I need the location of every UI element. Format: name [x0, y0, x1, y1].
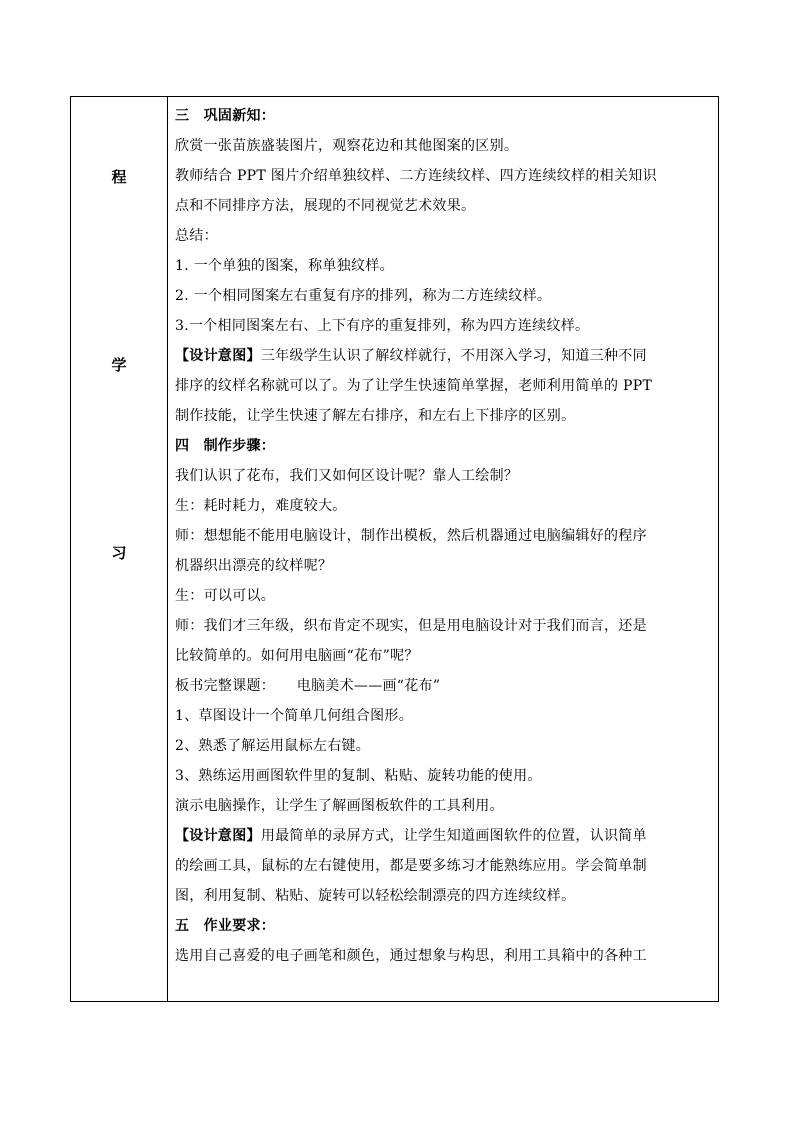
content-line	[175, 281, 707, 311]
content-line	[175, 731, 707, 761]
content-line	[175, 611, 707, 641]
side-label-xue: 学	[111, 356, 127, 374]
content-line	[175, 341, 707, 371]
line-text: 师：我们才三年级，织布肯定不现实，但是用电脑设计对于我们而言，还是	[175, 618, 647, 634]
line-text: 3、熟练运用画图软件里的复制、粘贴、旋转功能的使用。	[175, 768, 542, 784]
content-line	[175, 161, 707, 191]
line-text: 比较简单的。如何用电脑画“花布”呢？	[175, 648, 419, 664]
line-text: 演示电脑操作，让学生了解画图板软件的工具利用。	[175, 798, 504, 814]
content-line	[175, 551, 707, 581]
content-line	[175, 131, 707, 161]
line-text: 的绘画工具，鼠标的左右键使用，都是要多练习才能熟练应用。学会简单制	[175, 858, 647, 874]
line-text: 师：想想能不能用电脑设计，制作出模板，然后机器通过电脑编辑好的程序	[175, 528, 647, 544]
line-text: 板书完整课题： 电脑美术——画“花布”	[175, 678, 441, 694]
content-line	[175, 461, 707, 491]
content-line	[175, 251, 707, 281]
content-line	[175, 881, 707, 911]
line-text: 排序的纹样名称就可以了。为了让学生快速简单掌握，老师利用简单的 PPT	[175, 378, 653, 394]
content-line	[175, 641, 707, 671]
line-text: 三年级学生认识了解纹样就行，不用深入学习，知道三种不同	[260, 348, 647, 364]
line-text: 机器织出漂亮的纹样呢？	[175, 558, 333, 574]
content-line	[175, 821, 707, 851]
line-text: 生：耗时耗力，难度较大。	[175, 498, 347, 514]
content-line	[175, 671, 707, 701]
line-text: 教师结合 PPT 图片介绍单独纹样、二方连续纹样、四方连续纹样的相关知识	[175, 168, 657, 184]
line-text: 欣赏一张苗族盛装图片，观察花边和其他图案的区别。	[175, 138, 519, 154]
line-text: 1、草图设计一个简单几何组合图形。	[175, 708, 414, 724]
line-text: 总结：	[175, 228, 218, 244]
side-label-cheng: 程	[111, 168, 127, 186]
bold-heading: 五 作业要求：	[175, 918, 276, 934]
content-line	[175, 851, 707, 881]
line-text: 我们认识了花布，我们又如何区设计呢？靠人工绘制？	[175, 468, 519, 484]
content-line	[175, 101, 707, 131]
content-line	[175, 401, 707, 431]
line-text: 2、熟悉了解运用鼠标左右键。	[175, 738, 371, 754]
content-line	[175, 791, 707, 821]
line-text: 用最简单的录屏方式，让学生知道画图软件的位置，认识简单	[260, 828, 647, 844]
content-line	[175, 491, 707, 521]
side-label-xi: 习	[111, 544, 127, 562]
bold-heading: 【设计意图】	[175, 348, 261, 364]
bold-heading: 四 制作步骤：	[175, 438, 276, 454]
line-text: 1. 一个单独的图案，称单独纹样。	[175, 258, 394, 274]
content-line	[175, 521, 707, 551]
content-line	[175, 911, 707, 941]
line-text: 3.一个相同图案左右、上下有序的重复排列，称为四方连续纹样。	[175, 318, 590, 334]
line-text: 点和不同排序方法，展现的不同视觉艺术效果。	[175, 198, 476, 214]
content-line	[175, 701, 707, 731]
line-text: 生：可以可以。	[175, 588, 276, 604]
line-text: 2. 一个相同图案左右重复有序的排列，称为二方连续纹样。	[175, 288, 552, 304]
lesson-content	[175, 101, 707, 971]
bold-heading: 三 巩固新知：	[175, 108, 276, 124]
content-line	[175, 761, 707, 791]
content-line	[175, 581, 707, 611]
lesson-table	[70, 96, 719, 1002]
line-text: 选用自己喜爱的电子画笔和颜色，通过想象与构思，利用工具箱中的各种工	[175, 948, 647, 964]
line-text: 图，利用复制、粘贴、旋转可以轻松绘制漂亮的四方连续纹样。	[175, 888, 576, 904]
content-line	[175, 221, 707, 251]
content-line	[175, 311, 707, 341]
content-line	[175, 431, 707, 461]
content-line	[175, 371, 707, 401]
content-line	[175, 941, 707, 971]
line-text: 制作技能，让学生快速了解左右排序，和左右上下排序的区别。	[175, 408, 576, 424]
bold-heading: 【设计意图】	[175, 828, 261, 844]
content-line	[175, 191, 707, 221]
column-divider	[167, 97, 168, 1001]
